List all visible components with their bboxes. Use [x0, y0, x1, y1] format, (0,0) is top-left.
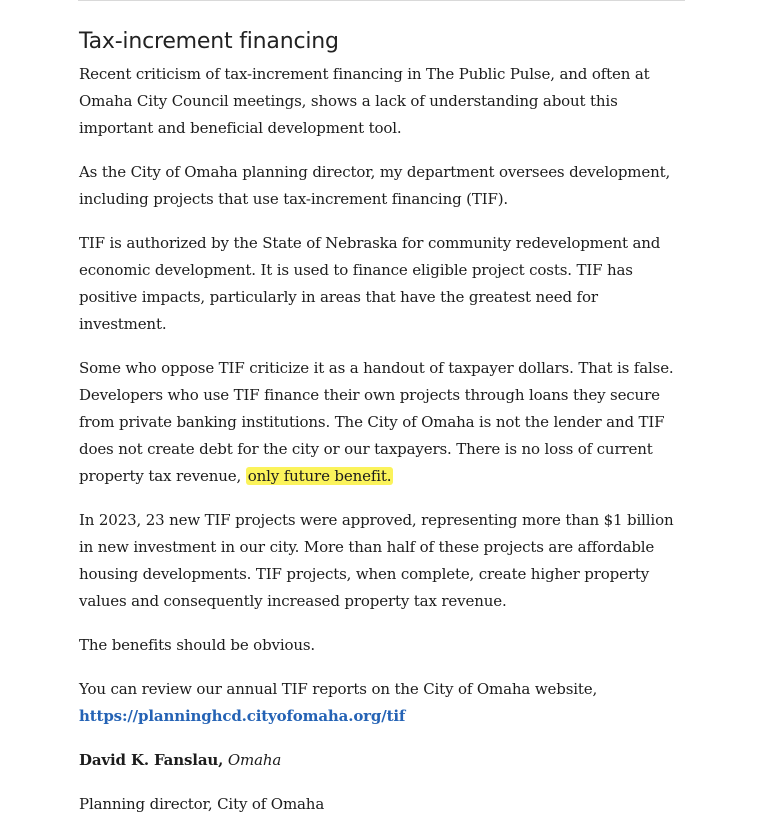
author-city: Omaha: [227, 751, 282, 769]
paragraph-4-text: Some who oppose TIF criticize it as a handout of taxpayer dollars. That is false. Developers who use TIF finance their own projects through loans they secure from private banking institutions. The City of Omaha is not the lender and TIF does not create debt for the city or our taxpayers. There is no loss of current property tax revenue,: [79, 359, 674, 485]
paragraph-5: In 2023, 23 new TIF projects were approved, representing more than $1 billion in new investment in our city. More than half of these projects are affordable housing developments. TIF projects, when complete, create higher property values and consequently increased property tax revenue.: [79, 511, 674, 610]
article-headline: Tax-increment financing: [79, 29, 339, 54]
highlighted-text: only future benefit.: [247, 467, 392, 485]
author-byline: [79, 747, 679, 774]
paragraph-7-text: You can review our annual TIF reports on the City of Omaha website,: [79, 680, 598, 698]
paragraph-6: The benefits should be obvious.: [79, 636, 316, 654]
letter-article: [79, 27, 679, 835]
paragraph-3: TIF is authorized by the State of Nebraska for community redevelopment and economic development. It is used to finance eligible project costs. TIF has positive impacts, particularly in areas that have the greatest need for investment.: [79, 234, 661, 333]
paragraph-2: As the City of Omaha planning director, my department oversees development, including projects that use tax-increment financing (TIF).: [79, 163, 671, 208]
top-divider: [78, 0, 685, 1]
tif-reports-link[interactable]: https://planninghcd.cityofomaha.org/tif: [79, 707, 406, 725]
paragraph-4: [79, 355, 679, 490]
paragraph-7: [79, 676, 679, 730]
author-title: Planning director, City of Omaha: [79, 795, 325, 813]
paragraph-1: Recent criticism of tax-increment financing in The Public Pulse, and often at Omaha City Council meetings, shows a lack of understanding about this important and beneficial development tool.: [79, 65, 650, 137]
author-name: David K. Fanslau,: [79, 751, 224, 769]
